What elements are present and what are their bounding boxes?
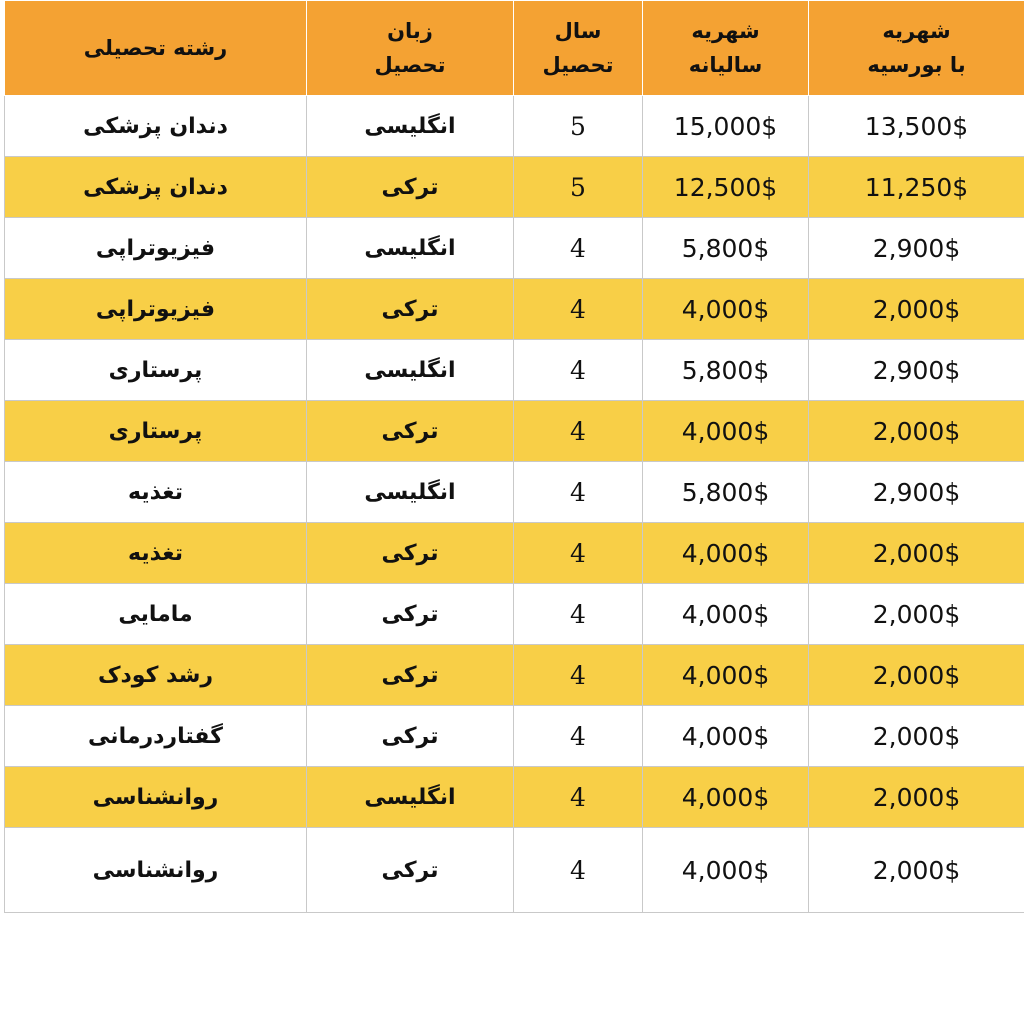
cell-years: 5 [514, 96, 643, 157]
cell-language: انگلیسی [307, 96, 514, 157]
cell-language: ترکی [307, 279, 514, 340]
cell-annual-fee: 4,000$ [643, 828, 809, 913]
cell-years: 4 [514, 462, 643, 523]
cell-scholarship-fee: 11,250$ [809, 157, 1024, 218]
cell-annual-fee: 12,500$ [643, 157, 809, 218]
table-row [5, 96, 1024, 157]
cell-annual-fee: 4,000$ [643, 279, 809, 340]
cell-language: انگلیسی [307, 767, 514, 828]
header-scholarship-fee-line2: با بورسیه [867, 53, 966, 77]
cell-annual-fee: 4,000$ [643, 584, 809, 645]
cell-scholarship-fee: 13,500$ [809, 96, 1024, 157]
cell-major: روانشناسی [5, 828, 307, 913]
header-row [5, 1, 1024, 96]
cell-major: فیزیوتراپی [5, 279, 307, 340]
header-major-label: رشته تحصیلی [83, 36, 228, 60]
header-major [5, 1, 307, 96]
header-annual-fee-line1: شهریه [691, 19, 760, 43]
table-row [5, 645, 1024, 706]
tuition-table [4, 0, 1024, 913]
cell-scholarship-fee: 2,000$ [809, 523, 1024, 584]
table-row [5, 340, 1024, 401]
header-language [307, 1, 514, 96]
cell-years: 4 [514, 218, 643, 279]
header-scholarship-fee [809, 1, 1024, 96]
cell-years: 4 [514, 767, 643, 828]
table-row [5, 706, 1024, 767]
cell-years: 4 [514, 340, 643, 401]
cell-years: 4 [514, 645, 643, 706]
cell-language: ترکی [307, 584, 514, 645]
cell-annual-fee: 4,000$ [643, 523, 809, 584]
cell-scholarship-fee: 2,000$ [809, 828, 1024, 913]
cell-annual-fee: 4,000$ [643, 645, 809, 706]
cell-language: انگلیسی [307, 218, 514, 279]
header-language-line2: تحصیل [374, 53, 446, 77]
cell-major: پرستاری [5, 340, 307, 401]
cell-years: 4 [514, 523, 643, 584]
cell-years: 4 [514, 828, 643, 913]
cell-major: دندان پزشکی [5, 96, 307, 157]
header-annual-fee [643, 1, 809, 96]
cell-major: رشد کودک [5, 645, 307, 706]
cell-annual-fee: 4,000$ [643, 401, 809, 462]
cell-major: گفتاردرمانی [5, 706, 307, 767]
table-row [5, 401, 1024, 462]
table-row [5, 584, 1024, 645]
cell-years: 4 [514, 401, 643, 462]
cell-language: ترکی [307, 706, 514, 767]
cell-scholarship-fee: 2,900$ [809, 462, 1024, 523]
cell-annual-fee: 5,800$ [643, 462, 809, 523]
cell-annual-fee: 15,000$ [643, 96, 809, 157]
header-years [514, 1, 643, 96]
cell-language: ترکی [307, 523, 514, 584]
cell-scholarship-fee: 2,000$ [809, 706, 1024, 767]
cell-language: ترکی [307, 157, 514, 218]
header-years-line1: سال [554, 19, 602, 43]
cell-scholarship-fee: 2,900$ [809, 340, 1024, 401]
cell-years: 4 [514, 584, 643, 645]
header-scholarship-fee-line1: شهریه [882, 19, 951, 43]
cell-scholarship-fee: 2,000$ [809, 279, 1024, 340]
cell-major: تغذیه [5, 462, 307, 523]
cell-language: انگلیسی [307, 340, 514, 401]
cell-scholarship-fee: 2,900$ [809, 218, 1024, 279]
cell-scholarship-fee: 2,000$ [809, 401, 1024, 462]
cell-major: پرستاری [5, 401, 307, 462]
cell-major: تغذیه [5, 523, 307, 584]
cell-annual-fee: 4,000$ [643, 767, 809, 828]
header-annual-fee-line2: سالیانه [688, 53, 763, 77]
table-row [5, 523, 1024, 584]
cell-annual-fee: 4,000$ [643, 706, 809, 767]
cell-language: ترکی [307, 645, 514, 706]
cell-years: 5 [514, 157, 643, 218]
header-language-line1: زبان [387, 19, 433, 43]
cell-major: مامایی [5, 584, 307, 645]
cell-language: ترکی [307, 401, 514, 462]
cell-scholarship-fee: 2,000$ [809, 767, 1024, 828]
cell-years: 4 [514, 706, 643, 767]
cell-scholarship-fee: 2,000$ [809, 584, 1024, 645]
cell-annual-fee: 5,800$ [643, 340, 809, 401]
cell-language: انگلیسی [307, 462, 514, 523]
cell-major: فیزیوتراپی [5, 218, 307, 279]
header-years-line2: تحصیل [542, 53, 614, 77]
table-row [5, 462, 1024, 523]
cell-major: دندان پزشکی [5, 157, 307, 218]
cell-language: ترکی [307, 828, 514, 913]
cell-annual-fee: 5,800$ [643, 218, 809, 279]
table-row [5, 828, 1024, 913]
cell-years: 4 [514, 279, 643, 340]
table-row [5, 767, 1024, 828]
table-row [5, 279, 1024, 340]
cell-major: روانشناسی [5, 767, 307, 828]
table-row [5, 218, 1024, 279]
cell-scholarship-fee: 2,000$ [809, 645, 1024, 706]
table-row [5, 157, 1024, 218]
